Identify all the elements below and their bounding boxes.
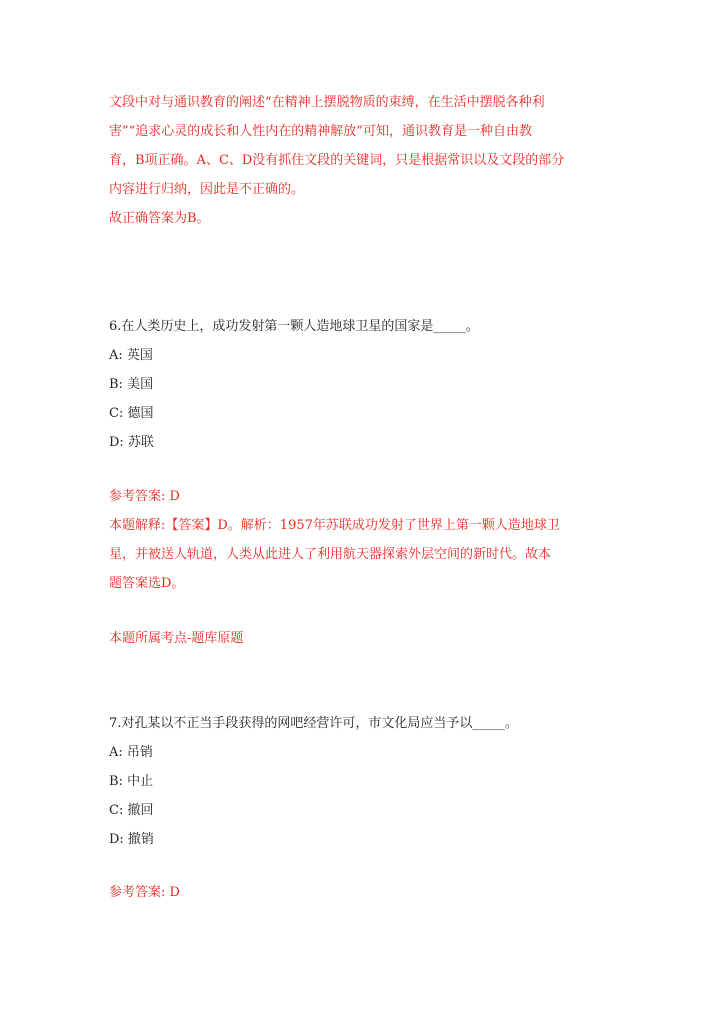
question-6-category [109, 624, 619, 653]
category-label: 本题所属考点-题库原题 [109, 631, 244, 646]
explanation-line: 育，B项正确。A、C、D没有抓住文段的关键词，只是根据常识以及文段的部分 [109, 153, 565, 168]
reference-answer: 参考答案: D [109, 489, 180, 504]
question-7 [109, 709, 619, 854]
explanation-line: 题答案选D。 [109, 576, 185, 591]
explanation-line: 星，并被送人轨道，人类从此进人了利用航天器探索外层空间的新时代。故本 [109, 547, 552, 562]
option-d: D: 撤销 [109, 832, 154, 847]
option-a: A: 英国 [109, 348, 153, 363]
question-6 [109, 312, 619, 457]
option-c: C: 德国 [109, 406, 154, 421]
question-stem: 7.对孔某以不正当手段获得的网吧经营许可，市文化局应当予以_____。 [109, 716, 518, 731]
option-b: B: 美国 [109, 377, 154, 392]
question-6-answer-section [109, 482, 619, 598]
explanation-conclusion: 故正确答案为B。 [109, 211, 210, 226]
explanation-line: 害”“追求心灵的成长和人性内在的精神解放”可知，通识教育是一种自由教 [109, 124, 532, 139]
reference-answer: 参考答案: D [109, 885, 180, 900]
question-stem: 6.在人类历史上，成功发射第一颗人造地球卫星的国家是_____。 [109, 319, 479, 334]
option-d: D: 苏联 [109, 435, 154, 450]
explanation-line: 内容进行归纳，因此是不正确的。 [109, 182, 305, 197]
option-c: C: 撤回 [109, 803, 154, 818]
option-b: B: 中止 [109, 774, 154, 789]
explanation-line: 文段中对与通识教育的阐述“在精神上摆脱物质的束缚，在生活中摆脱各种利 [109, 95, 545, 110]
option-a: A: 吊销 [109, 745, 153, 760]
question-7-answer-section [109, 878, 619, 907]
previous-explanation [109, 88, 619, 233]
explanation-line: 本题解释:【答案】D。解析：1957年苏联成功发射了世界上第一颗人造地球卫 [109, 518, 560, 533]
